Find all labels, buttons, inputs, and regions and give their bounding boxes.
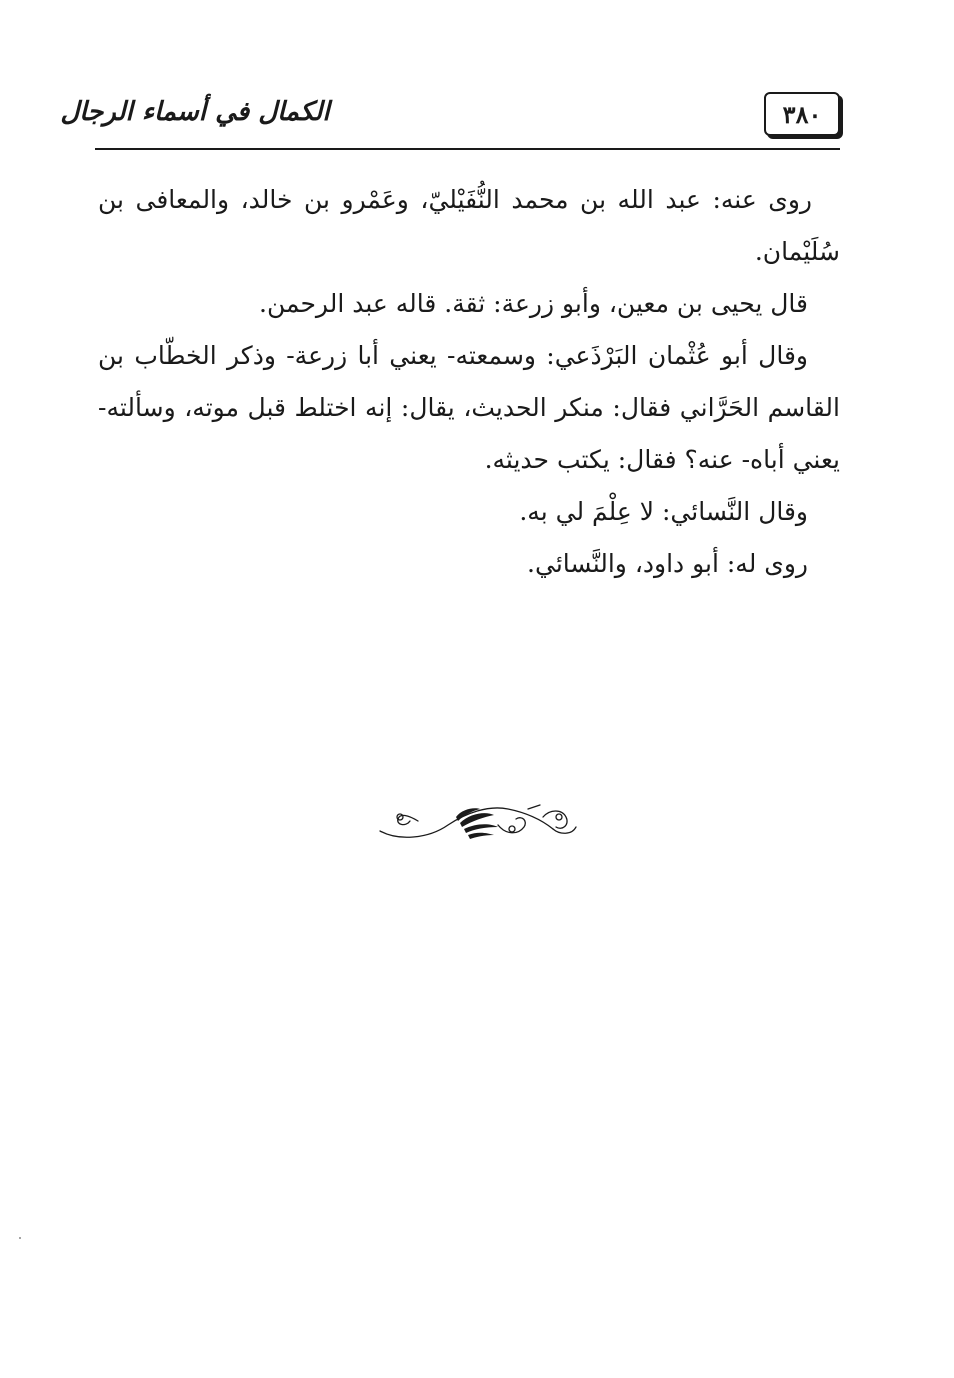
- scan-speck: [19, 1237, 21, 1239]
- floral-divider-icon: [378, 795, 578, 843]
- paragraph: قال يحيى بن معين، وأبو زرعة: ثقة. قاله عبد الرحمن.: [259, 289, 808, 318]
- main-text: [98, 174, 840, 590]
- header-divider: [95, 148, 840, 150]
- paragraph: وقال النَّسائي: لا عِلْمَ لي به.: [519, 497, 808, 526]
- page-number: ٣٨٠: [764, 92, 840, 136]
- paragraph: روى له: أبو داود، والنَّسائي.: [527, 549, 808, 578]
- running-title: الكمال في أسماء الرجال: [60, 97, 330, 127]
- paragraph: روى عنه: عبد الله بن محمد النُّفَيْليّ، وعَمْرو بن خالد، والمعافى بن سُلَيْمان.: [98, 185, 840, 266]
- paragraph: وقال أبو عُثْمان البَرْذَعي: وسمعته- يعني أبا زرعة- وذكر الخطّاب بن القاسم الحَرَّاني فقال: منكر الحديث، يقال: إنه اختلط قبل موته، وسألته- يعني أباه- عنه؟ فقال: يكتب حديثه.: [98, 341, 840, 474]
- page-header: [60, 88, 840, 150]
